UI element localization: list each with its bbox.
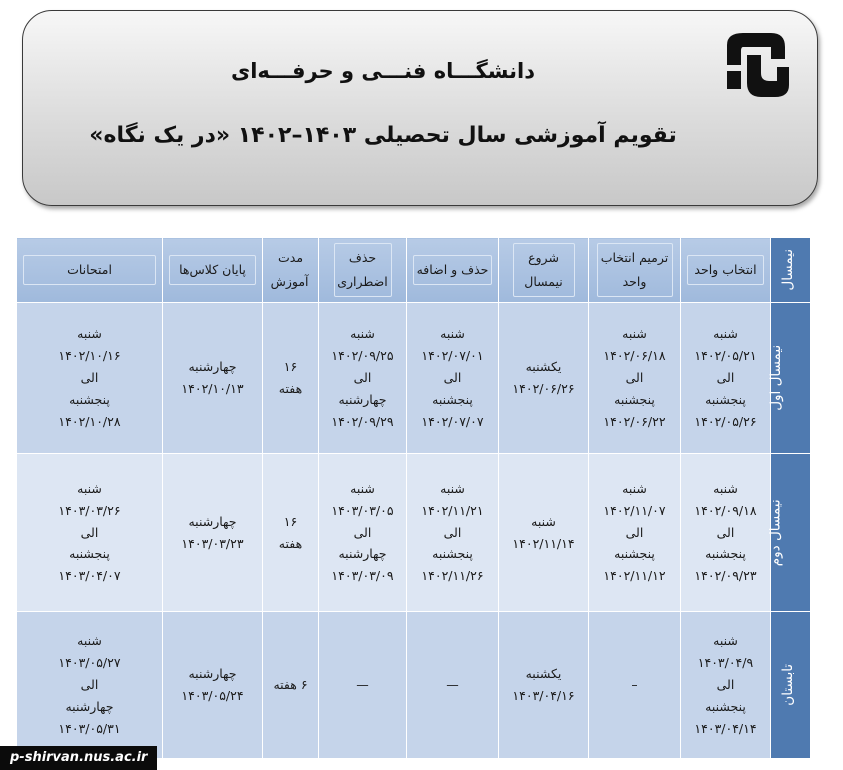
cell-line: الی (80, 524, 99, 540)
cell-line: – (631, 676, 638, 692)
calendar-table (16, 237, 811, 759)
cell-line: پنجشنبه (705, 392, 746, 408)
table-cell (589, 303, 681, 454)
cell-line: ۶ هفته (273, 676, 308, 692)
column-header: حذف و اضافه (407, 238, 499, 303)
university-logo-icon (713, 25, 793, 105)
table-cell (163, 611, 263, 758)
cell-line: ۱۴۰۳/۰۴/۱۴ (694, 720, 757, 736)
table-cell (407, 454, 499, 611)
cell-line: پنجشنبه (705, 698, 746, 714)
cell-line: ۱۴۰۳/۰۴/۱۶ (512, 687, 575, 703)
university-title: دانشگـــاه فنـــی و حرفـــه‌ای (230, 59, 535, 83)
cell-line: چهارشنبه (338, 546, 387, 562)
cell-line: ۱۴۰۲/۱۱/۲۶ (421, 568, 484, 584)
column-header: امتحانات (17, 238, 163, 303)
cell-line: پنجشنبه (432, 392, 473, 408)
table-cell (263, 303, 319, 454)
cell-line: شنبه (77, 480, 102, 496)
cell-line: ۱۴۰۲/۱۱/۲۱ (421, 502, 484, 518)
cell-line: هفته (278, 535, 303, 551)
cell-line: ۱۴۰۲/۰۹/۲۳ (694, 568, 757, 584)
cell-line: شنبه (713, 480, 738, 496)
term-header: نیمسال (771, 238, 811, 303)
cell-line: ۱۴۰۲/۰۵/۲۱ (694, 348, 757, 364)
cell-line: الی (716, 524, 735, 540)
cell-line: الی (353, 370, 372, 386)
cell-line: ۱۴۰۲/۰۵/۲۶ (694, 413, 757, 429)
cell-line: ۱۴۰۲/۰۹/۲۹ (331, 413, 394, 429)
cell-line: الی (625, 370, 644, 386)
table-row (17, 454, 811, 611)
cell-line: ۱۶ (283, 359, 298, 375)
cell-line: شنبه (531, 513, 556, 529)
cell-line: ۱۴۰۲/۱۰/۱۶ (58, 348, 121, 364)
column-header: ترمیم انتخاب واحد (589, 238, 681, 303)
cell-line: الی (716, 676, 735, 692)
cell-line: ۱۴۰۲/۰۹/۱۸ (694, 502, 757, 518)
cell-line: شنبه (440, 326, 465, 342)
cell-line: ۱۴۰۲/۰۷/۰۱ (421, 348, 484, 364)
cell-line: الی (443, 524, 462, 540)
table-cell (17, 454, 163, 611)
cell-line: الی (716, 370, 735, 386)
cell-line: — (356, 676, 369, 692)
cell-line: یکشنبه (525, 665, 562, 681)
cell-line: ۱۴۰۳/۰۳/۲۶ (58, 502, 121, 518)
table-cell (163, 303, 263, 454)
cell-line: چهارشنبه (65, 698, 114, 714)
cell-line: شنبه (713, 633, 738, 649)
calendar-title: تقویم آموزشی سال تحصیلی ۱۴۰۳–۱۴۰۲ «در یک نگاه» (89, 123, 677, 148)
cell-line: ۱۴۰۲/۰۶/۱۸ (603, 348, 666, 364)
cell-line: الی (353, 524, 372, 540)
table-cell (407, 303, 499, 454)
table-cell (163, 454, 263, 611)
cell-line: ۱۴۰۳/۰۳/۰۵ (331, 502, 394, 518)
cell-line: یکشنبه (525, 359, 562, 375)
table-cell (681, 611, 771, 758)
cell-line: ۱۴۰۳/۰۴/۹ (697, 655, 754, 671)
cell-line: ۱۴۰۲/۰۹/۲۵ (331, 348, 394, 364)
cell-line: ۱۴۰۲/۰۷/۰۷ (421, 413, 484, 429)
cell-line: — (446, 676, 459, 692)
cell-line: هفته (278, 381, 303, 397)
cell-line: الی (80, 676, 99, 692)
table-cell (407, 611, 499, 758)
cell-line: ۱۴۰۲/۱۰/۲۸ (58, 413, 121, 429)
table-cell (499, 611, 589, 758)
table-cell (17, 303, 163, 454)
cell-line: ۱۴۰۲/۱۱/۱۴ (512, 535, 575, 551)
cell-line: ۱۴۰۳/۰۳/۲۳ (181, 535, 244, 551)
cell-line: شنبه (622, 326, 647, 342)
table-cell (589, 611, 681, 758)
table-cell (319, 454, 407, 611)
cell-line: پنجشنبه (614, 392, 655, 408)
cell-line: چهارشنبه (188, 665, 237, 681)
table-cell (499, 303, 589, 454)
cell-line: شنبه (350, 480, 375, 496)
table-header-row (17, 238, 811, 303)
cell-line: ۱۴۰۳/۰۵/۲۷ (58, 655, 121, 671)
cell-line: چهارشنبه (188, 513, 237, 529)
table-cell (319, 303, 407, 454)
cell-line: شنبه (440, 480, 465, 496)
cell-line: چهارشنبه (188, 359, 237, 375)
cell-line: شنبه (77, 633, 102, 649)
cell-line: ۱۴۰۲/۱۱/۱۲ (603, 568, 666, 584)
cell-line: شنبه (713, 326, 738, 342)
column-header: مدت آموزش (263, 238, 319, 303)
table-cell (589, 454, 681, 611)
cell-line: ۱۴۰۲/۱۱/۰۷ (603, 502, 666, 518)
cell-line: شنبه (622, 480, 647, 496)
site-url: p-shirvan.nus.ac.ir (0, 746, 157, 770)
cell-line: چهارشنبه (338, 392, 387, 408)
column-header: شروع نیمسال (499, 238, 589, 303)
table-cell (319, 611, 407, 758)
column-header: انتخاب واحد (681, 238, 771, 303)
cell-line: الی (443, 370, 462, 386)
cell-line: ۱۴۰۳/۰۵/۳۱ (58, 720, 121, 736)
cell-line: پنجشنبه (614, 546, 655, 562)
column-header: پایان کلاس‌ها (163, 238, 263, 303)
cell-line: ۱۴۰۳/۰۴/۰۷ (58, 568, 121, 584)
table-cell (499, 454, 589, 611)
cell-line: ۱۴۰۲/۰۶/۲۲ (603, 413, 666, 429)
term-label: نیمسال دوم (771, 454, 811, 611)
cell-line: پنجشنبه (432, 546, 473, 562)
cell-line: شنبه (77, 326, 102, 342)
table-cell (263, 454, 319, 611)
table-cell (17, 611, 163, 758)
cell-line: الی (625, 524, 644, 540)
cell-line: ۱۴۰۳/۰۳/۰۹ (331, 568, 394, 584)
cell-line: ۱۶ (283, 513, 298, 529)
cell-line: الی (80, 370, 99, 386)
cell-line: ۱۴۰۳/۰۵/۲۴ (181, 687, 244, 703)
column-header: حذف اضطراری (319, 238, 407, 303)
header-banner (22, 10, 818, 206)
cell-line: شنبه (350, 326, 375, 342)
table-row (17, 611, 811, 758)
cell-line: پنجشنبه (705, 546, 746, 562)
term-label: نیمسال اول (771, 303, 811, 454)
term-label: تابستان (771, 611, 811, 758)
cell-line: پنجشنبه (69, 546, 110, 562)
table-row (17, 303, 811, 454)
table-cell (263, 611, 319, 758)
cell-line: ۱۴۰۲/۱۰/۱۳ (181, 381, 244, 397)
cell-line: ۱۴۰۲/۰۶/۲۶ (512, 381, 575, 397)
cell-line: پنجشنبه (69, 392, 110, 408)
